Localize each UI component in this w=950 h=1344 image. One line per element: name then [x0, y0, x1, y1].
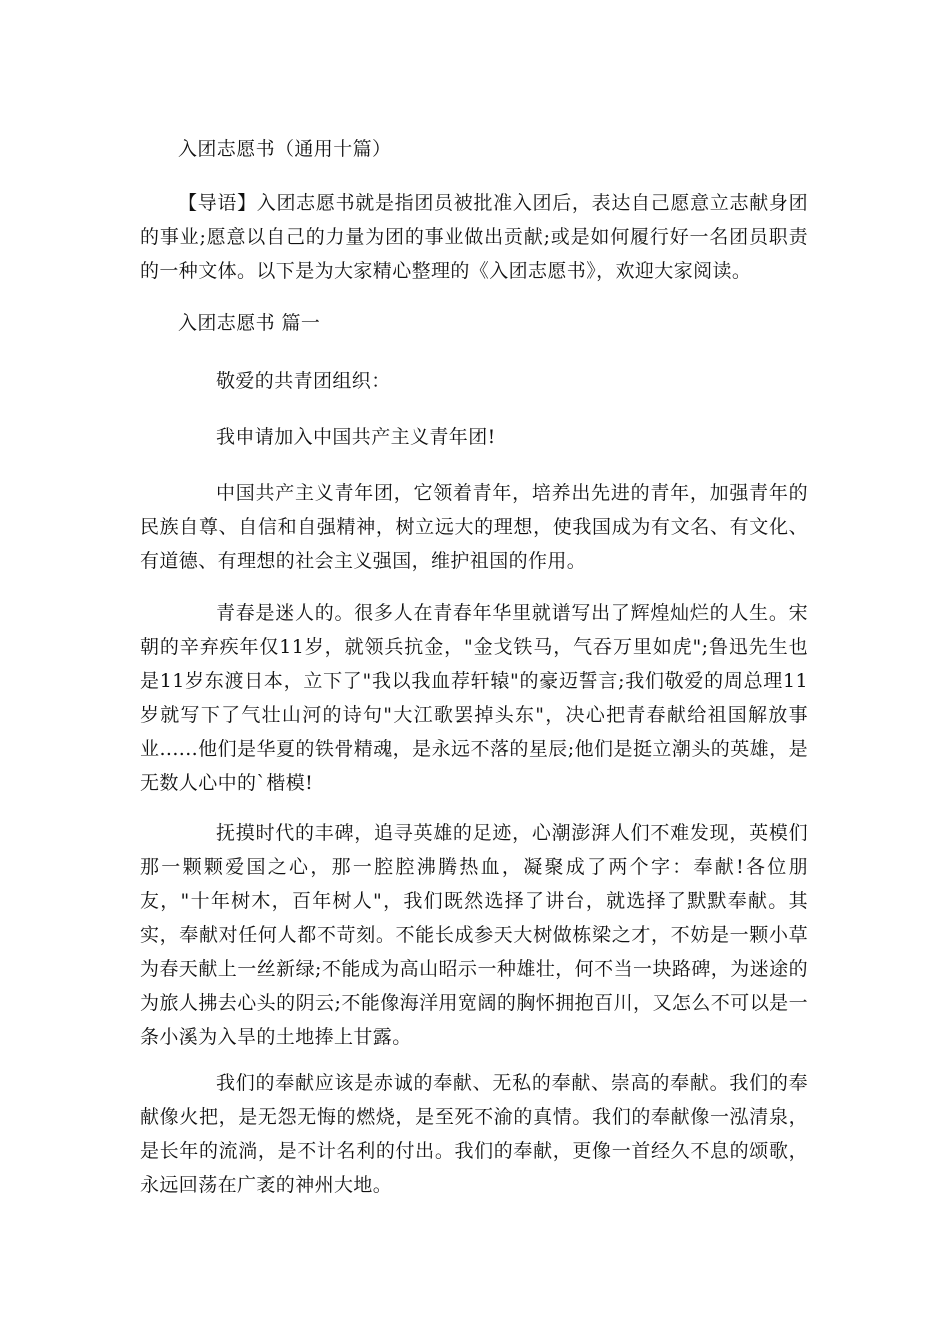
body-paragraph: 中国共产主义青年团，它领着青年，培养出先进的青年，加强青年的民族自尊、自信和自强精神，树立远大的理想，使我国成为有文名、有文化、有道德、有理想的社会主义强国，维护祖国的作用。 [140, 482, 808, 572]
body-paragraph: 我们的奉献应该是赤诚的奉献、无私的奉献、崇高的奉献。我们的奉献像火把，是无怨无悔的燃烧，是至死不渝的真情。我们的奉献像一泓清泉，是长年的流淌，是不计名利的付出。我们的奉献，更像一首经久不息的颂歌，永远回荡在广袤的神州大地。 [140, 1072, 808, 1196]
body-paragraph: 抚摸时代的丰碑，追寻英雄的足迹，心潮澎湃人们不难发现，英模们那一颗颗爱国之心，那一腔腔沸腾热血，凝聚成了两个字：奉献!各位朋友，"十年树木，百年树人"，我们既然选择了讲台，就选择了默默奉献。其实，奉献对任何人都不苛刻。不能长成参天大树做栋梁之才，不妨是一颗小草为春天献上一丝新绿;不能成为高山昭示一种雄壮，何不当一块路碑，为迷途的为旅人拂去心头的阴云;不能像海洋用宽阔的胸怀拥抱百川，又怎么不可以是一条小溪为入旱的土地捧上甘露。 [140, 822, 808, 1048]
document-title: 入团志愿书（通用十篇） [178, 138, 392, 160]
salutation: 敬爱的共青团组织： [216, 370, 391, 392]
section-title: 入团志愿书 篇一 [178, 312, 321, 334]
intro-paragraph: 【导语】入团志愿书就是指团员被批准入团后，表达自己愿意立志献身团的事业;愿意以自己的力量为团的事业做出贡献;或是如何履行好一名团员职责的一种文体。以下是为大家精心整理的《入团志愿书》，欢迎大家阅读。 [140, 192, 808, 282]
opening-line: 我申请加入中国共产主义青年团! [216, 426, 496, 448]
body-paragraph: 青春是迷人的。很多人在青春年华里就谱写出了辉煌灿烂的人生。宋朝的辛弃疾年仅11岁，就领兵抗金，"金戈铁马，气吞万里如虎";鲁迅先生也是11岁东渡日本，立下了"我以我血荐轩辕"的豪迈誓言;我们敬爱的周总理11岁就写下了气壮山河的诗句"大江歌罢掉头东"，决心把青春献给祖国解放事业......他们是华夏的铁骨精魂，是永远不落的星辰;他们是挺立潮头的英雄，是无数人心中的`楷模! [140, 602, 808, 794]
